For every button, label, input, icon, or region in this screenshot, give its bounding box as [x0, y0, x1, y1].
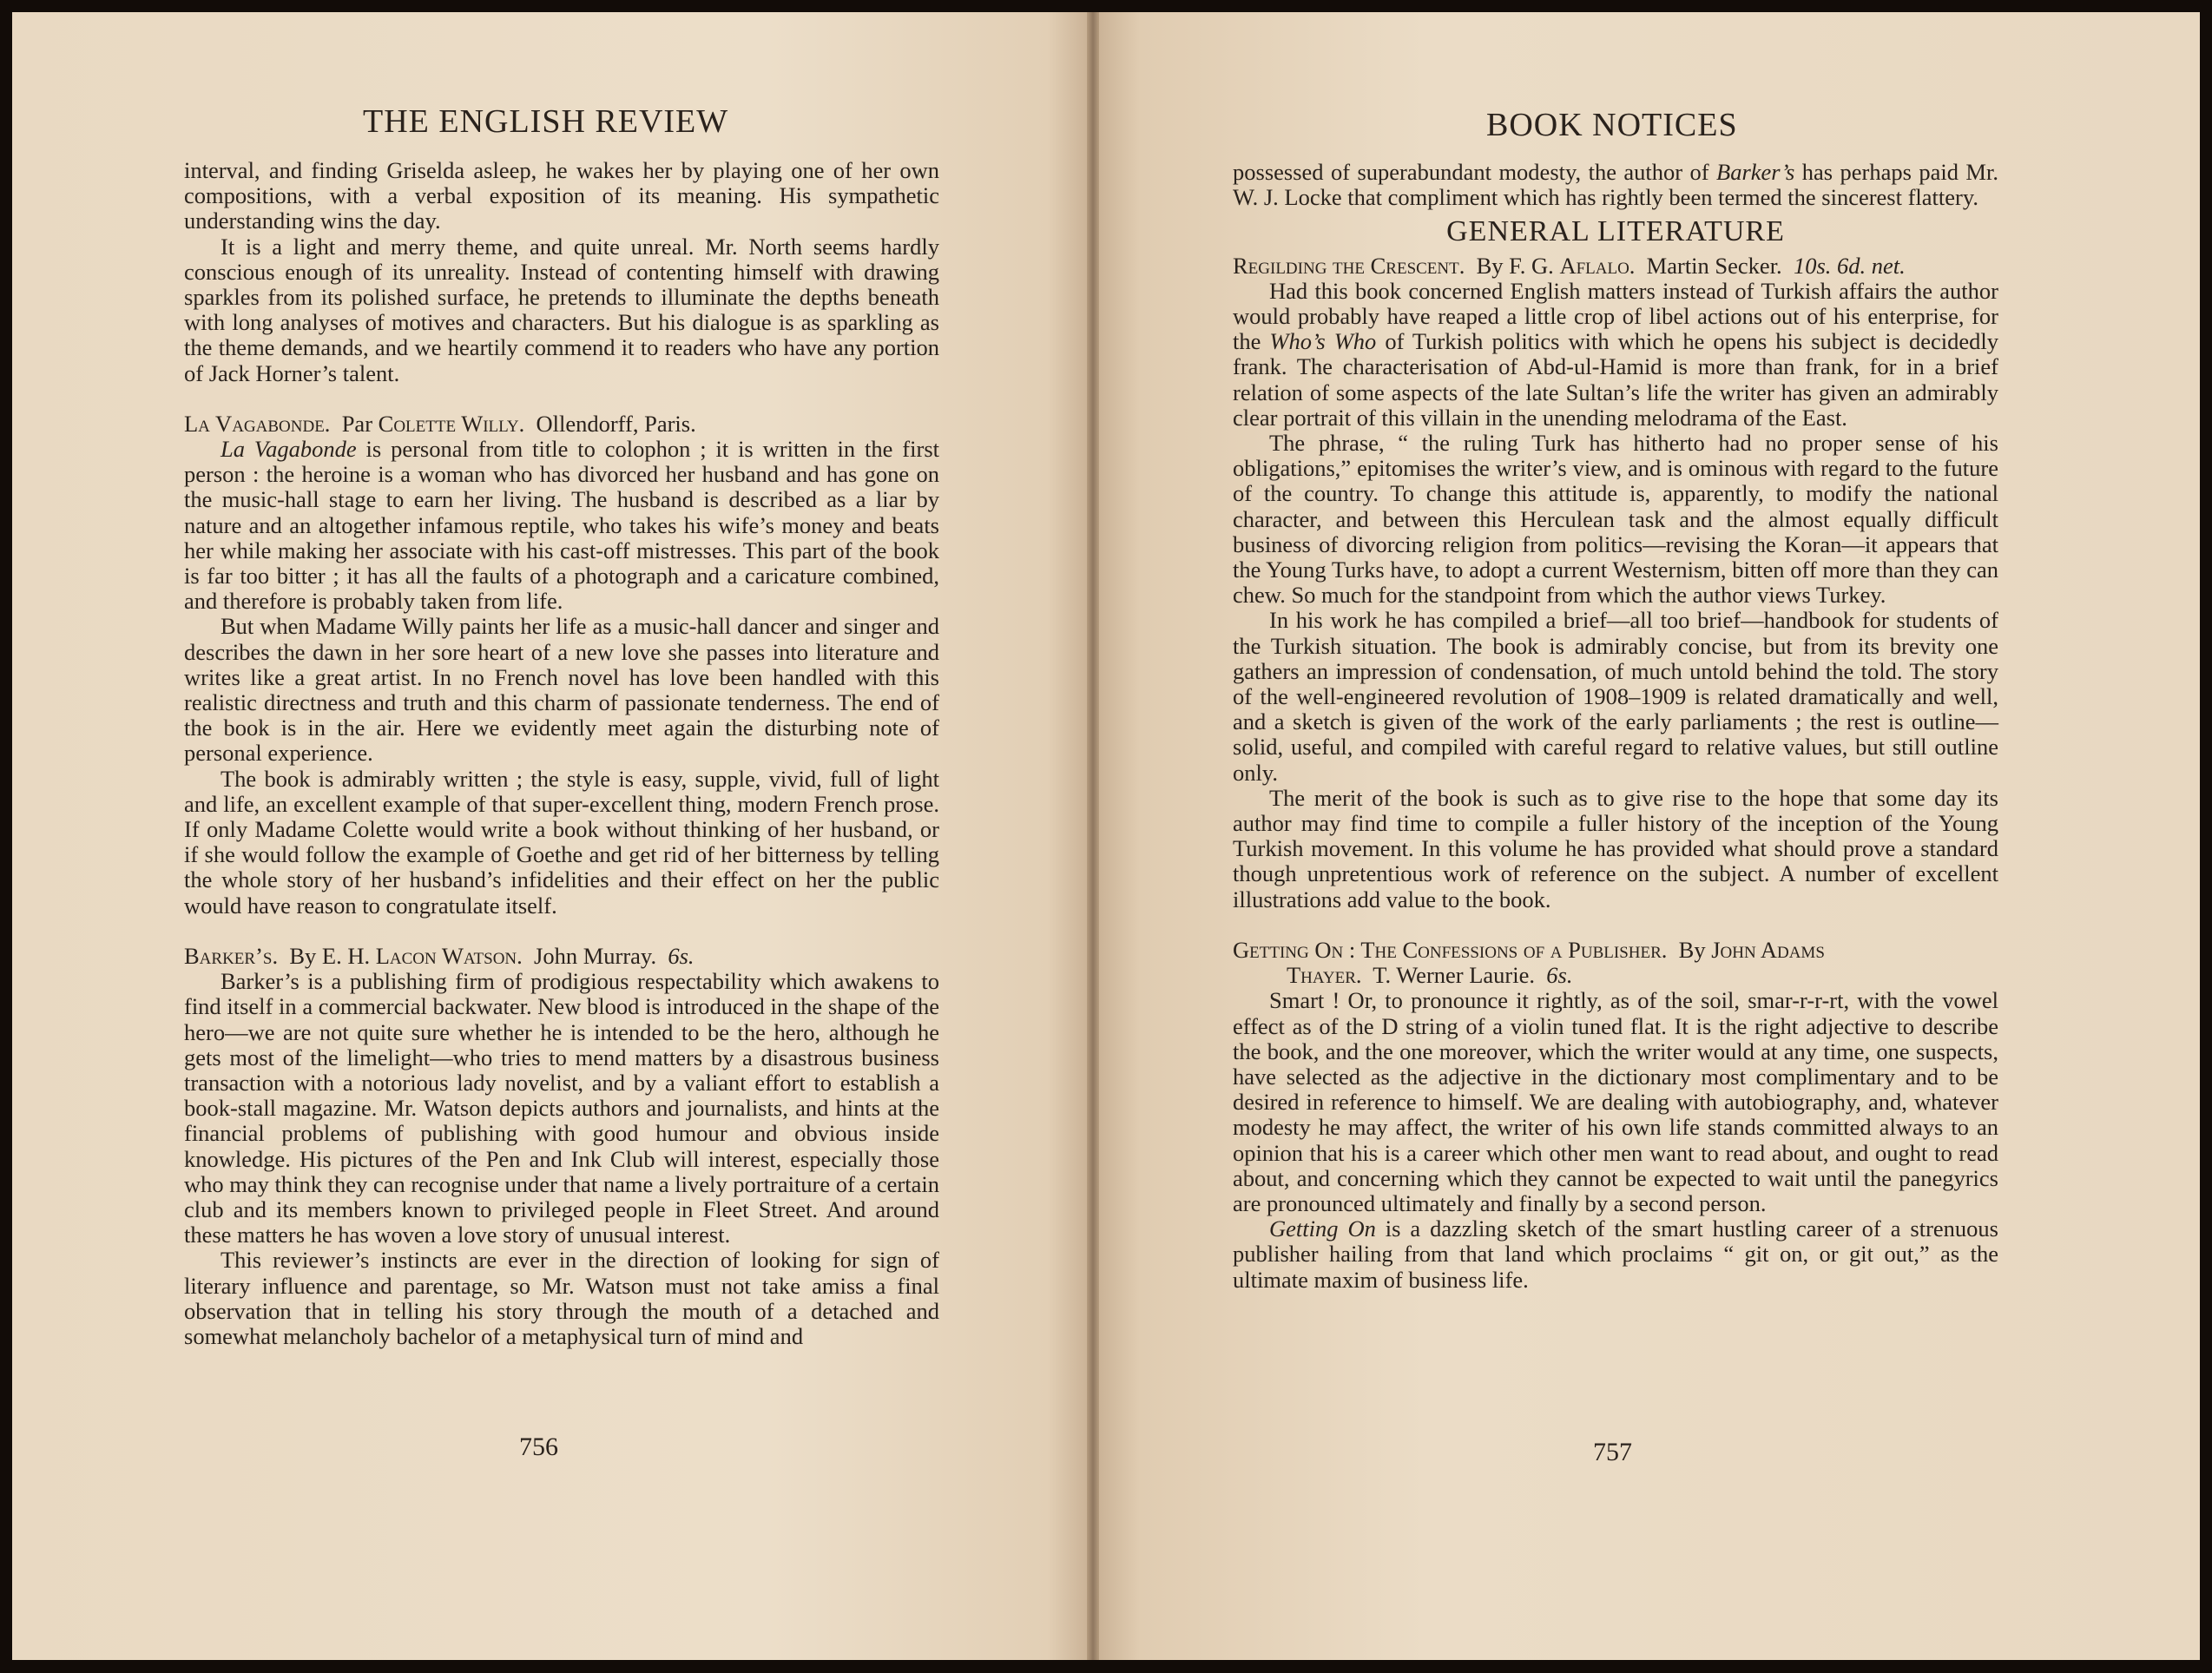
- paragraph-text: possessed of superabundant modesty, the author of: [1233, 159, 1717, 185]
- author: Thayer.: [1287, 962, 1362, 989]
- publisher: Ollendorff, Paris.: [536, 410, 696, 437]
- book-title: La Vagabonde.: [184, 410, 331, 437]
- book-title: Barker’s.: [184, 942, 279, 969]
- publisher: John Murray.: [534, 942, 657, 969]
- price: 10s. 6d. net.: [1793, 252, 1906, 279]
- paragraph: [184, 437, 939, 614]
- author: Aflalo.: [1559, 252, 1636, 279]
- paragraph: Smart ! Or, to pronounce it rightly, as of the soil, smar-r-r-rt, with the vowel effect as of the D string of a violin tuned flat. It is the right adjective to describe the book, and the one moreover, which the writer would at any time, one suspects, have selected as the adjective in the dictionary most complimentary and to be desired in reference to himself. We are dealing with autobiography, and, whatever modesty he may affect, the writer of his own life stands committed always to an opinion that his is a career which other men want to read about, and ought to read about, and concerning which they cannot be expected to wait until the panegyrics are pronounced ultimately and finally by a second person.: [1233, 987, 1998, 1216]
- paragraph: This reviewer’s instincts are ever in the direction of looking for sign of literary influence and parentage, so Mr. Watson must not take amiss a final observation that in telling his story through the mouth of a detached and somewhat melancholy bachelor of a metaphysical turn of mind and: [184, 1247, 939, 1349]
- publisher: T. Werner Laurie.: [1373, 962, 1536, 989]
- book-title: Regilding the Crescent.: [1233, 252, 1465, 279]
- publisher: Martin Secker.: [1646, 252, 1782, 279]
- italic-title: Who’s Who: [1269, 328, 1377, 355]
- paragraph: [1233, 160, 1998, 210]
- heading-continuation: [1233, 963, 1998, 988]
- author: Lacon Watson.: [375, 942, 523, 969]
- italic-title: La Vagabonde: [221, 436, 357, 463]
- paragraph-text: of Turkish politics with which he opens his subject is decidedly frank. The characterisation of Abd-ul-Hamid is more than frank, for in a brief relation of some aspects of the late Sultan’s life the writer has given an admirably clear portrait of this villain in the unending melodrama of the East.: [1233, 328, 1999, 431]
- by-label: Par: [341, 410, 373, 437]
- paragraph: Barker’s is a publishing firm of prodigious respectability which awakens to find itself in a commercial backwater. New blood is introduced in the shape of the hero—we are not quite sure whether he is intended to be the hero, although he gets most of the limelight—who tries to mend matters by a disastrous business transaction with a notorious lady novelist, and by a valiant effort to establish a book-stall magazine. Mr. Watson depicts authors and journalists, and hints at the financial problems of publishing with good humour and obvious inside knowledge. His pictures of the Pen and Ink Club will interest, especially those who may think they can recognise under that name a lively portraiture of a certain club and its members known to privileged people in Fleet Street. And around these matters he has woven a love story of unusual interest.: [184, 968, 939, 1248]
- paragraph-text: has perhaps paid Mr. W. J. Locke that compliment which has rightly been termed the sincerest flattery.: [1233, 159, 1998, 211]
- paragraph: The book is admirably written ; the style is easy, supple, vivid, full of light and life, an excellent example of that super-excellent thing, modern French prose. If only Madame Colette would write a book without thinking of her husband, or if she would follow the example of Goethe and get rid of her bitterness by telling the whole story of her husband’s infidelities and their effect on her the public would have reason to congratulate itself.: [184, 765, 939, 919]
- review-heading-barkers: [184, 944, 939, 969]
- paragraph: interval, and finding Griselda asleep, he wakes her by playing one of her own compositions, with a verbal exposition of its meaning. His sympathetic understanding wins the day.: [184, 157, 939, 234]
- paragraph-text: Had this book concerned English matters instead of Turkish affairs the author would probably have reaped a little crop of libel actions out of his enterprise, for the: [1233, 277, 1998, 355]
- by-label: By: [1678, 936, 1706, 963]
- by-label: By E. H.: [289, 942, 371, 969]
- paragraph: The merit of the book is such as to give rise to the hope that some day its author may find time to compile a fuller history of the inception of the Young Turkish movement. In this volume he has provided what should prove a standard though unpretentious work of reference on the subject. A number of excellent illustrations add value to the book.: [1233, 784, 1998, 912]
- review-heading-getting-on: [1233, 938, 1998, 988]
- paragraph: The phrase, “ the ruling Turk has hitherto had no proper sense of his obligations,” epitomises the writer’s view, and is ominous with regard to the future of the country. To change this attitude is, apparently, to modify the national character, and between this Herculean task and the almost equally difficult business of divorcing religion from politics—revising the Koran—it appears that the Young Turks have, to adopt a current Westernism, bitten off more than they can chew. So much for the standpoint from which the author views Turkey.: [1233, 430, 1998, 609]
- paragraph: [1233, 1216, 1998, 1293]
- paragraph: In his work he has compiled a brief—all too brief—handbook for students of the Turkish situation. The book is admirably concise, but from its brevity one gathers an impression of condensation, of much untold behind the told. The story of the well-engineered revolution of 1908–1909 is related dramatically and well, and a sketch is given of the work of the early parliaments ; the rest is outline—solid, useful, and compiled with careful regard to relative values, but still outline only.: [1233, 607, 1998, 786]
- right-column: [1233, 160, 1998, 1293]
- author: Colette Willy.: [378, 410, 525, 437]
- running-head-right: BOOK NOTICES: [1486, 107, 1738, 143]
- book-title: Getting On : The Confessions of a Publisher.: [1233, 936, 1668, 963]
- page-number-right: 757: [1593, 1438, 1632, 1466]
- paragraph-text: is personal from title to colophon ; it is written in the first person : the heroine is a woman who has divorced her husband and has gone on the music-hall stage to earn her living. The husband is described as a liar by nature and an altogether infamous reptile, who takes his wife’s money and beats her while making her associate with his cast-off mistresses. This part of the book is far too bitter ; it has all the faults of a photograph and a caricature combined, and therefore is probably taken from life.: [184, 436, 939, 615]
- italic-title: Barker’s: [1716, 159, 1795, 185]
- paragraph: But when Madame Willy paints her life as a music-hall dancer and singer and describes the dawn in her sore heart of a new love she passes into literature and writes like a great artist. In no French novel has love been handled with this realistic directness and truth and this charm of passionate tenderness. The end of the book is in the air. Here we evidently meet again the disturbing note of personal experience.: [184, 613, 939, 767]
- author: John Adams: [1711, 936, 1825, 963]
- by-label: By F. G.: [1476, 252, 1554, 279]
- paragraph: It is a light and merry theme, and quite unreal. Mr. North seems hardly conscious enough of its unreality. Instead of contenting himself with drawing sparkles from its polished surface, he pretends to illuminate the depths beneath with long analyses of motives and characters. But his dialogue is as sparkling as the theme demands, and we heartily commend it to readers who have any portion of Jack Horner’s talent.: [184, 233, 939, 386]
- running-head-left: THE ENGLISH REVIEW: [363, 103, 729, 140]
- price: 6s.: [668, 942, 695, 969]
- page-number-left: 756: [519, 1433, 558, 1461]
- review-heading-regilding-the-crescent: [1233, 254, 1998, 279]
- review-heading-la-vagabonde: [184, 412, 939, 437]
- price: 6s.: [1546, 962, 1573, 989]
- section-title: GENERAL LITERATURE: [1446, 215, 1785, 248]
- paragraph: [1233, 279, 1998, 431]
- book-gutter: [1087, 12, 1099, 1660]
- italic-title: Getting On: [1269, 1215, 1376, 1242]
- paragraph-text: is a dazzling sketch of the smart hustling career of a strenuous publisher hailing from that land which proclaims “ git on, or git out,” as the ultimate maxim of business life.: [1233, 1215, 1998, 1293]
- left-column: [184, 158, 939, 1349]
